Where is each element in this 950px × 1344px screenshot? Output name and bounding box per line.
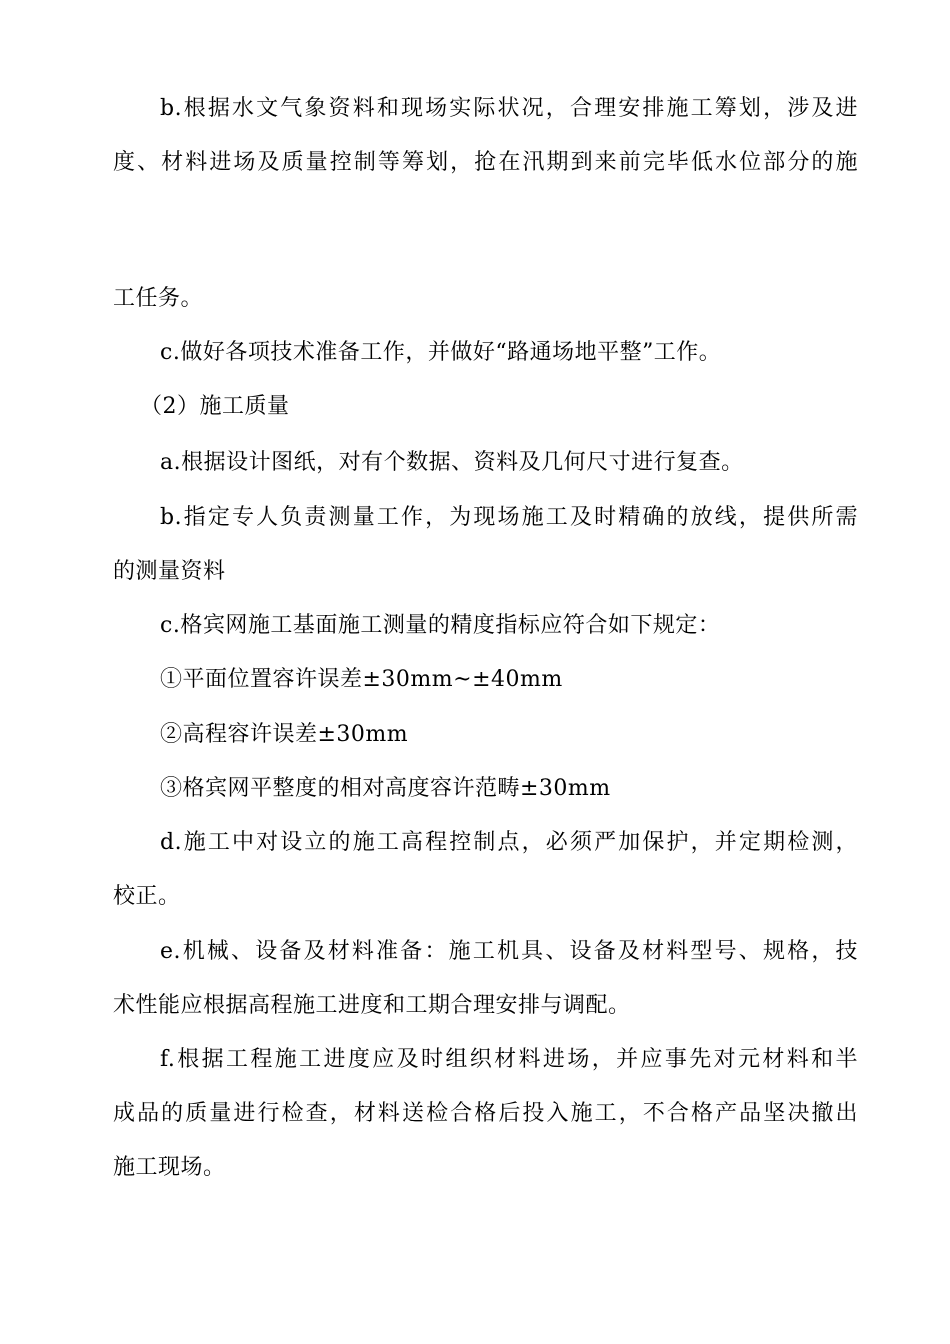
spec-item-2: ②高程容许误差±30mm [160, 722, 409, 747]
paragraph-e-line-1: e.机械、设备及材料准备：施工机具、设备及材料型号、规格，技 [160, 939, 858, 964]
paragraph-d-line-1: d.施工中对设立的施工高程控制点，必须严加保护，并定期检测， [160, 830, 858, 855]
paragraph-b-quality-line-1: b.指定专人负责测量工作，为现场施工及时精确的放线，提供所需 [160, 505, 858, 530]
spec-item-3: ③格宾网平整度的相对高度容许范畴±30mm [160, 776, 611, 801]
paragraph-b-line-2: 度、材料进场及质量控制等筹划，抢在汛期到来前完毕低水位部分的施 [113, 150, 858, 175]
paragraph-c-line-1: c.做好各项技术准备工作，并做好“路通场地平整”工作。 [160, 340, 722, 365]
paragraph-b-line-1: b.根据水文气象资料和现场实际状况，合理安排施工筹划，涉及进 [160, 96, 858, 121]
paragraph-f-line-1: f.根据工程施工进度应及时组织材料进场，并应事先对元材料和半 [160, 1047, 858, 1072]
paragraph-f-line-2: 成品的质量进行检查，材料送检合格后投入施工，不合格产品坚决撤出 [113, 1101, 858, 1126]
spec-item-1: ①平面位置容许误差±30mm~±40mm [160, 667, 563, 692]
paragraph-b-line-3: 工任务。 [113, 286, 204, 311]
paragraph-c-quality: c.格宾网施工基面施工测量的精度指标应符合如下规定： [160, 613, 721, 638]
paragraph-e-line-2: 术性能应根据高程施工进度和工期合理安排与调配。 [113, 993, 631, 1018]
paragraph-d-line-2: 校正。 [113, 884, 181, 909]
paragraph-b-quality-line-2: 的测量资料 [113, 559, 226, 584]
section-heading-quality: （2）施工质量 [140, 394, 290, 419]
paragraph-f-line-3: 施工现场。 [113, 1155, 226, 1180]
paragraph-a-quality: a.根据设计图纸，对有个数据、资料及几何尺寸进行复查。 [160, 450, 744, 475]
